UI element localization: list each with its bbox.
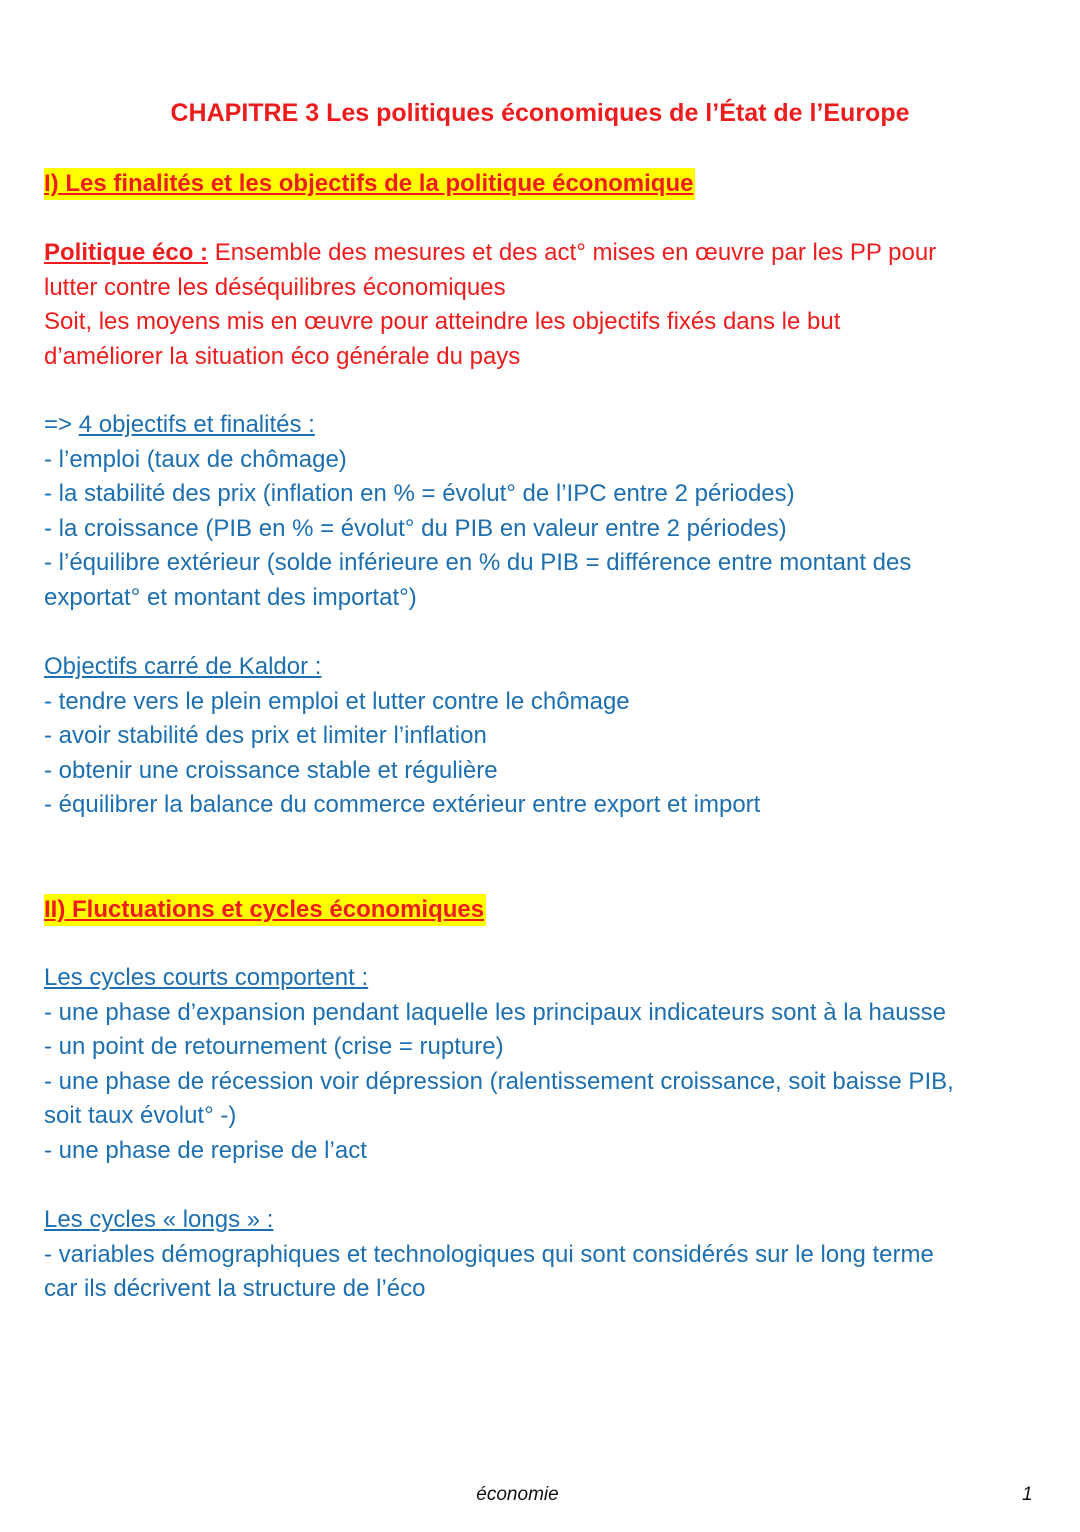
definition-line-3: Soit, les moyens mis en œuvre pour atteindre les objectifs fixés dans le but bbox=[44, 308, 841, 335]
short-cycle-item-2: - un point de retournement (crise = rupture) bbox=[44, 1033, 504, 1060]
kaldor-title: Objectifs carré de Kaldor : bbox=[44, 653, 322, 680]
definition-line-1 bbox=[44, 236, 1044, 271]
section-1-heading: I) Les finalités et les objectifs de la politique économique bbox=[44, 168, 695, 200]
footer-page-number: 1 bbox=[1022, 1484, 1033, 1505]
long-cycle-item-1: - variables démographiques et technologiques qui sont considérés sur le long terme bbox=[44, 1240, 934, 1268]
definition-line-2: lutter contre les déséquilibres économiques bbox=[44, 273, 506, 301]
short-cycle-item-4: - une phase de reprise de l’act bbox=[44, 1136, 367, 1164]
short-cycle-item-1: - une phase d’expansion pendant laquelle les principaux indicateurs sont à la hausse bbox=[44, 998, 946, 1026]
chapter-title: CHAPITRE 3 Les politiques économiques de l’État de l’Europe bbox=[170, 99, 910, 127]
definition-block bbox=[44, 236, 1044, 374]
objectives-title-line bbox=[44, 408, 1044, 443]
objective-item-3: - la croissance (PIB en % = évolut° du PIB en valeur entre 2 périodes) bbox=[44, 514, 787, 542]
kaldor-item-4: - équilibrer la balance du commerce extérieur entre export et import bbox=[44, 791, 761, 818]
long-cycles-block bbox=[44, 1203, 1044, 1307]
section-2-heading: II) Fluctuations et cycles économiques bbox=[44, 894, 486, 926]
short-cycles-block bbox=[44, 961, 1044, 1168]
short-cycles-title: Les cycles courts comportent : bbox=[44, 964, 369, 991]
kaldor-item-3: - obtenir une croissance stable et régulière bbox=[44, 756, 498, 784]
definition-text-1: Ensemble des mesures et des act° mises en œuvre par les PP pour bbox=[214, 239, 937, 266]
objectives-block bbox=[44, 408, 1044, 615]
long-cycle-item-1-cont: car ils décrivent la structure de l’éco bbox=[44, 1275, 426, 1302]
long-cycles-title: Les cycles « longs » : bbox=[44, 1206, 274, 1233]
footer-subject: économie bbox=[476, 1484, 559, 1505]
definition-term: Politique éco : bbox=[44, 239, 209, 266]
objectives-title: 4 objectifs et finalités : bbox=[78, 411, 315, 438]
short-cycle-item-3-cont: soit taux évolut° -) bbox=[44, 1102, 237, 1129]
short-cycle-item-3: - une phase de récession voir dépression (ralentissement croissance, soit baisse PIB, bbox=[44, 1067, 954, 1095]
kaldor-item-2: - avoir stabilité des prix et limiter l’inflation bbox=[44, 722, 487, 749]
objectives-prefix: => bbox=[44, 411, 79, 438]
objective-item-2: - la stabilité des prix (inflation en % = évolut° de l’IPC entre 2 périodes) bbox=[44, 480, 795, 507]
objective-item-1: - l’emploi (taux de chômage) bbox=[44, 445, 347, 473]
kaldor-block bbox=[44, 650, 1044, 823]
definition-line-4: d’améliorer la situation éco générale du pays bbox=[44, 342, 521, 370]
objective-item-4-cont: exportat° et montant des importat°) bbox=[44, 583, 417, 611]
kaldor-item-1: - tendre vers le plein emploi et lutter contre le chômage bbox=[44, 687, 630, 715]
objective-item-4: - l’équilibre extérieur (solde inférieure en % du PIB = différence entre montant des bbox=[44, 549, 912, 576]
